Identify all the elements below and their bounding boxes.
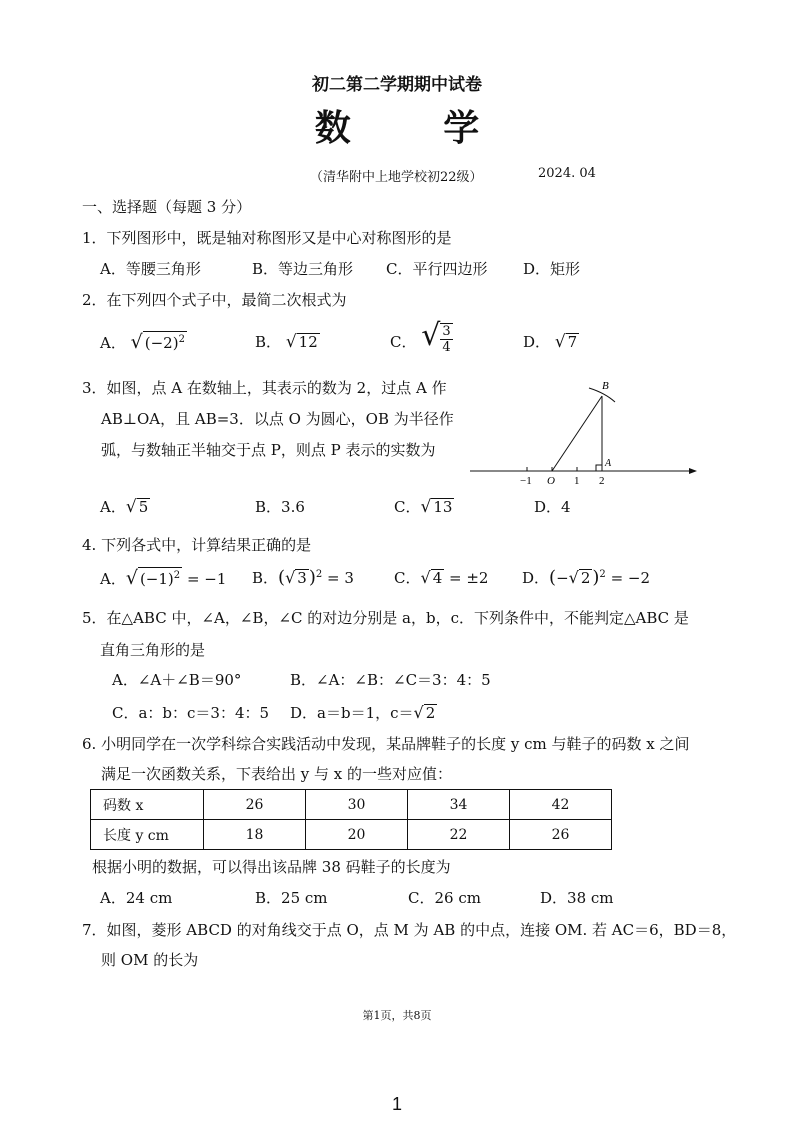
q5-option-a: A．∠A＋∠B＝90° [112,671,242,689]
q6-option-d: D．38 cm [540,889,614,907]
q1-option-b: B．等边三角形 [252,260,354,278]
question-5-line-1: 5．在△ABC 中，∠A，∠B，∠C 的对边分别是 a，b，c．下列条件中，不能判定△ABC 是 [82,609,689,627]
q2-label-b: B． [255,333,282,351]
q3-expr-a: 5 [138,498,149,516]
q3-option-d: D．4 [534,498,571,516]
q2-option-c [390,318,453,355]
table-cell: 22 [408,820,510,850]
label-b: B [602,380,609,392]
tick-label-origin: O [547,475,555,487]
question-7-line-2: 则 OM 的长为 [101,951,199,969]
school-label: （清华附中上地学校初22级） [310,170,483,185]
q5-option-b: B．∠A：∠B：∠C＝3：4：5 [290,671,491,689]
table-header-cell: 长度 y cm [91,820,204,850]
tick-label-minus-1: −1 [520,475,532,487]
q3-option-a [100,496,150,517]
question-1-stem: 1．下列图形中，既是轴对称图形又是中心对称图形的是 [82,229,452,247]
radical-icon: √ [420,568,431,587]
exam-date: 2024. 04 [538,166,596,181]
radical-icon: √ [421,318,441,353]
q2-option-b [255,331,320,352]
radical-icon: √ [125,567,138,589]
segment-ob [552,396,602,471]
q2-option-d [523,331,579,352]
question-7-line-1: 7．如图，菱形 ABCD 的对角线交于点 O，点 M 为 AB 的中点，连接 OM. 若 AC＝6，BD＝8， [82,921,737,939]
q1-option-d: D．矩形 [523,260,581,278]
q3-option-c [394,496,454,517]
q5-option-d-text: D．a＝b＝1，c＝ [290,704,414,722]
table-row [91,790,612,820]
table-cell: 26 [204,790,306,820]
radical-icon: √ [125,497,137,517]
radical-icon: √ [285,568,296,587]
q2-expr-c-num: 3 [442,324,451,339]
shoe-size-table [90,789,612,850]
section-heading: 一、选择题（每题 3 分） [82,198,252,216]
q2-expr-d: 7 [567,333,578,351]
label-a: A [605,458,612,469]
q1-option-a: A．等腰三角形 [100,260,201,278]
q4-option-a [100,567,226,589]
q2-label-d: D． [523,333,551,351]
q5-option-d: D．a＝b＝1，c＝√ 2 [290,703,436,722]
q4-option-d: D．(−√ 2 )$^2$ = −2 [522,567,651,588]
q1-option-c: C．平行四边形 [386,260,488,278]
table-cell: 34 [408,790,510,820]
radical-icon: √ [413,703,424,722]
table-cell: 18 [204,820,306,850]
tick-label-1: 1 [574,475,580,487]
q4-option-c: C．√ 4 = ±2 [394,568,489,587]
table-cell: 20 [306,820,408,850]
q2-expr-b: 12 [298,333,318,351]
question-6-line-2: 满足一次函数关系，下表给出 y 与 x 的一些对应值： [101,765,453,783]
question-5-line-2: 直角三角形的是 [100,641,206,659]
radical-icon: √ [554,332,566,352]
question-2-stem: 2．在下列四个式子中，最简二次根式为 [82,291,347,309]
q2-expr-a-base: (−2) [144,334,179,352]
q4-result-a: = −1 [186,570,227,588]
q4-result-b: = 3 [327,569,354,587]
question-4-stem: 4. 下列各式中，计算结果正确的是 [82,536,312,554]
q2-expr-a-exp: 2 [178,334,185,345]
q5-option-c: C．a：b：c＝3：4：5 [112,704,270,722]
q4-result-c: = ±2 [449,569,489,587]
page-number: 1 [391,1094,402,1114]
q2-option-a [100,331,187,353]
question-3-line-1: 3．如图，点 A 在数轴上，其表示的数为 2，过点 A 作 [82,379,447,397]
q4-label-c: C． [394,569,421,587]
q4-expr-a: $(-1)^2$ [138,567,182,587]
subject-heading: 数 学 [314,107,520,149]
q3-option-b: B．3.6 [255,498,305,516]
exam-title: 初二第二学期期中试卷 [312,75,482,95]
number-line-figure [465,372,705,487]
q4-option-b: B．(√ 3 )$^2$ = 3 [252,567,354,588]
question-6-line-1: 6. 小明同学在一次学科综合实践活动中发现，某品牌鞋子的长度 y cm 与鞋子的码数 x 之间 [82,735,690,753]
q6-option-a: A．24 cm [100,889,173,907]
q3-label-a: A． [100,498,126,516]
q3-expr-c: 13 [433,498,453,516]
tick-label-2: 2 [599,475,605,487]
q4-label-a: A． [100,570,126,588]
radical-icon: √ [420,497,432,517]
q2-expr-c [440,323,452,355]
q6-option-c: C．26 cm [408,889,481,907]
axis-arrow-icon [689,468,697,474]
question-3-line-3: 弧，与数轴正半轴交于点 P，则点 P 表示的实数为 [101,441,436,459]
q2-label-c: C． [390,333,417,351]
q4-label-b: B． [252,569,279,587]
q3-label-c: C． [394,498,421,516]
table-cell: 42 [510,790,612,820]
q2-label-a: A． [100,334,126,352]
table-row [91,820,612,850]
q6-option-b: B．25 cm [255,889,328,907]
table-cell: 26 [510,820,612,850]
radical-icon: √ [130,331,143,353]
q4-label-d: D． [522,569,550,587]
page-footer: 第1页，共8页 [362,1009,432,1022]
table-cell: 30 [306,790,408,820]
question-3-line-2: AB⊥OA，且 AB=3．以点 O 为圆心，OB 为半径作 [101,410,454,428]
q2-expr-a [143,331,187,351]
q2-expr-c-den: 4 [442,340,451,355]
question-6-line-3: 根据小明的数据，可以得出该品牌 38 码鞋子的长度为 [92,858,451,876]
q4-result-d: = −2 [610,569,651,587]
radical-icon: √ [285,332,297,352]
right-angle-mark [596,465,602,471]
radical-icon: √ [568,568,579,587]
table-header-cell: 码数 x [91,790,204,820]
